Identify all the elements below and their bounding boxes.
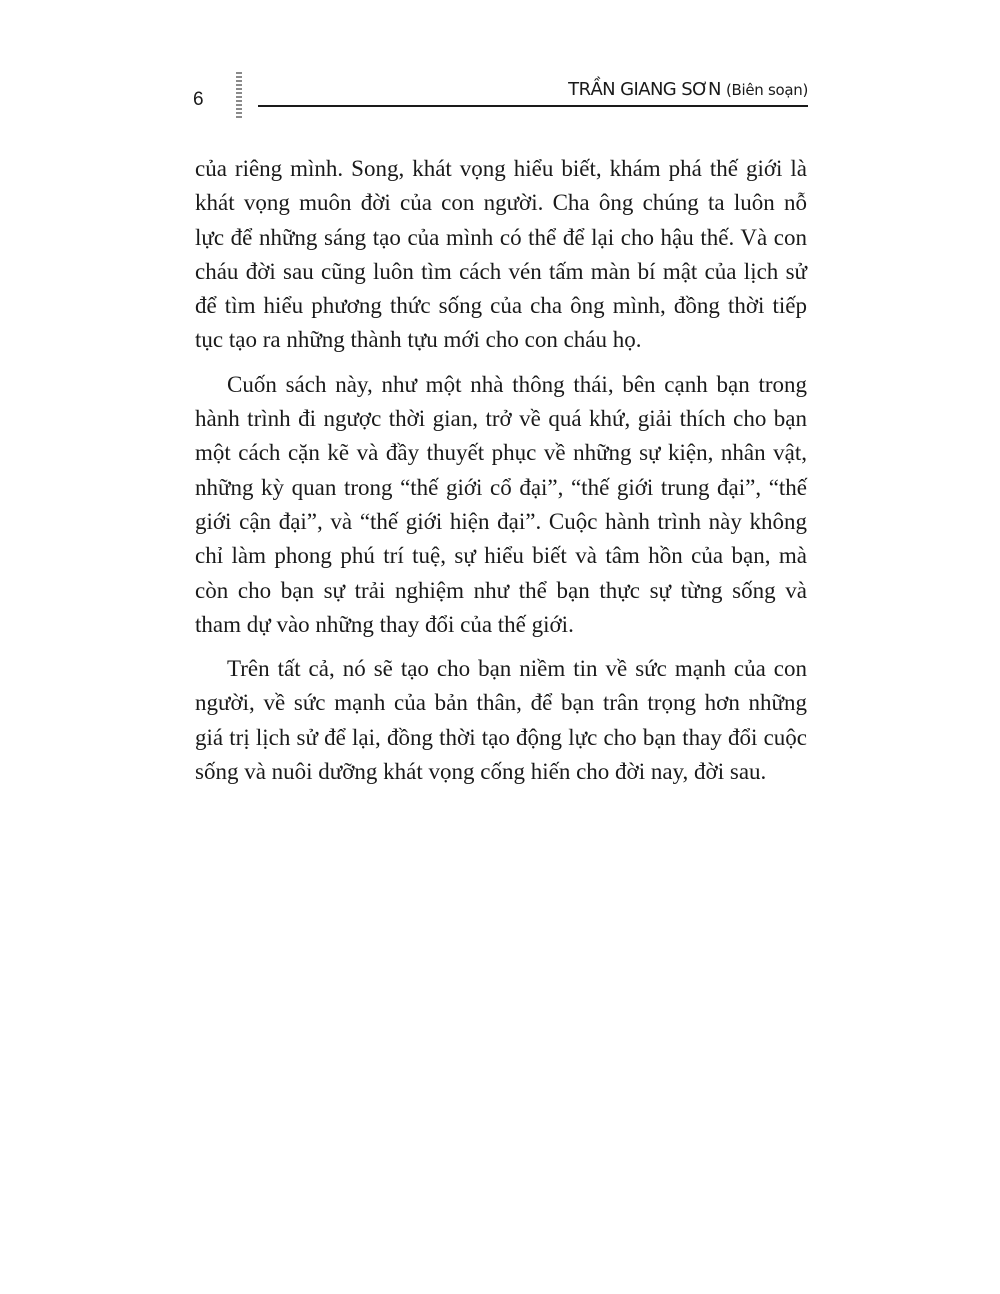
text-line: để tìm hiểu phương thức sống của cha ông mình, đồng thời tiếp: [195, 293, 807, 319]
text-line: tham dự vào những thay đổi của thế giới.: [195, 611, 574, 637]
text-line: những kỳ quan trong “thế giới cổ đại”, “thế giới trung đại”, “thế: [195, 474, 807, 500]
text-line: lực để những sáng tạo của mình có thể để lại cho hậu thế. Và con: [195, 224, 807, 250]
header-rule: [258, 105, 808, 107]
text-line: giá trị lịch sử để lại, đồng thời tạo động lực cho bạn thay đổi cuộc: [195, 724, 807, 750]
text-line: khát vọng muôn đời của con người. Cha ông chúng ta luôn nỗ: [195, 190, 807, 216]
text-line: Trên tất cả, nó sẽ tạo cho bạn niềm tin về sức mạnh của con: [227, 656, 807, 682]
text-line: hành trình đi ngược thời gian, trở về quá khứ, giải thích cho bạn: [195, 406, 807, 432]
body-text: [195, 152, 807, 799]
text-line: một cách cặn kẽ và đầy thuyết phục về những sự kiện, nhân vật,: [195, 440, 807, 466]
text-line: Cuốn sách này, như một nhà thông thái, bên cạnh bạn trong: [227, 371, 807, 397]
text-line: chỉ làm phong phú trí tuệ, sự hiểu biết và tâm hồn của bạn, mà: [195, 543, 807, 569]
text-line: cháu đời sau cũng luôn tìm cách vén tấm màn bí mật của lịch sử: [195, 258, 807, 284]
running-header-author: TRẦN GIANG SƠN: [568, 79, 721, 100]
text-line: sống và nuôi dưỡng khát vọng cống hiến cho đời nay, đời sau.: [195, 759, 767, 785]
text-line: giới cận đại”, và “thế giới hiện đại”. Cuộc hành trình này không: [195, 508, 807, 534]
text-line: của riêng mình. Song, khát vọng hiểu biết, khám phá thế giới là: [195, 156, 807, 181]
paragraph-1: [195, 152, 807, 358]
header-divider-mark: [236, 72, 242, 120]
text-line: người, về sức mạnh của bản thân, để bạn trân trọng hơn những: [195, 690, 807, 716]
running-header-note: (Biên soạn): [725, 81, 808, 99]
page-number: 6: [193, 89, 204, 110]
paragraph-2: [195, 368, 807, 642]
text-line: tục tạo ra những thành tựu mới cho con cháu họ.: [195, 327, 642, 353]
text-line: còn cho bạn sự trải nghiệm như thể bạn thực sự từng sống và: [195, 577, 807, 603]
running-header: [568, 79, 808, 101]
paragraph-3: [195, 652, 807, 789]
